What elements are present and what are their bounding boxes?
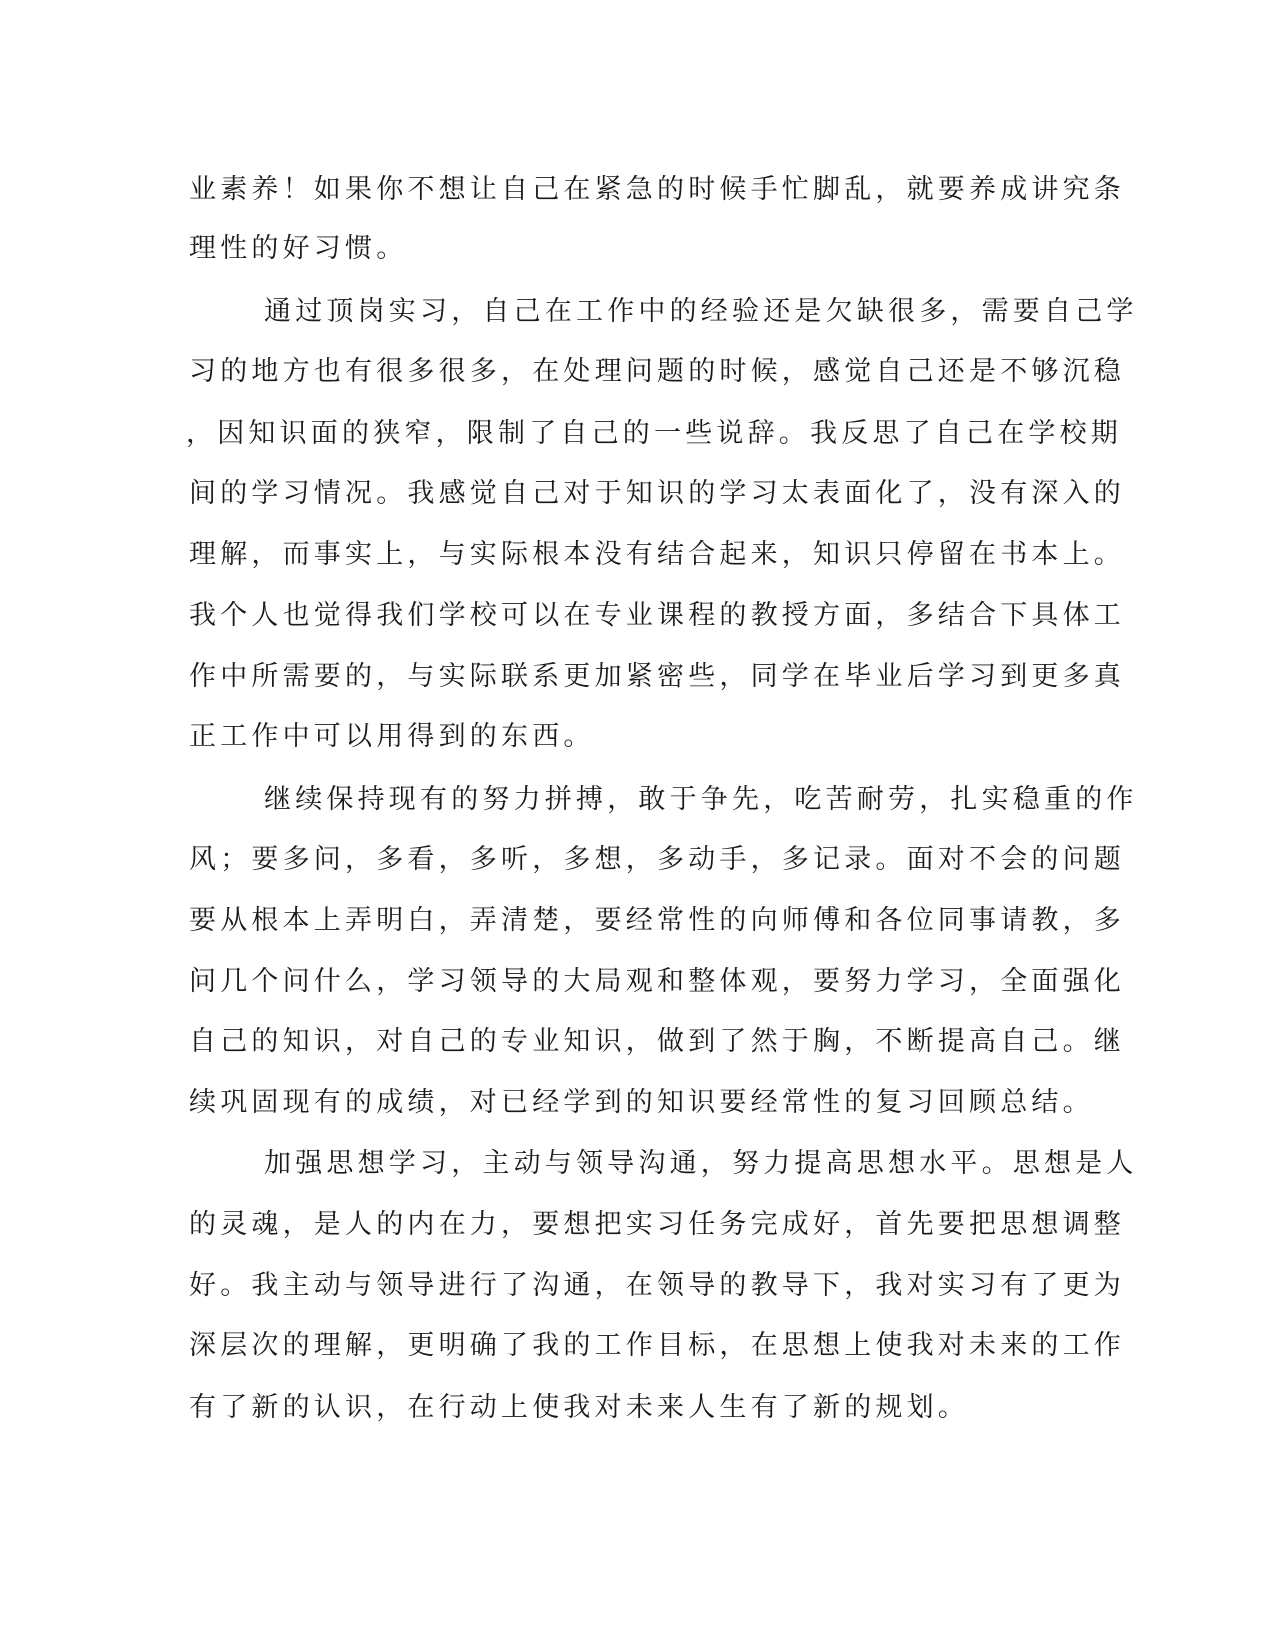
text-line: 继续保持现有的努力拼搏，敢于争先，吃苦耐劳，扎实稳重的作 (264, 784, 1138, 815)
text-line: 习的地方也有很多很多，在处理问题的时候，感觉自己还是不够沉稳 (189, 356, 1125, 387)
text-line: 续巩固现有的成绩，对已经学到的知识要经常性的复习回顾总结。 (189, 1087, 1094, 1118)
text-line: 有了新的认识，在行动上使我对未来人生有了新的规划。 (189, 1392, 969, 1423)
text-line: 作中所需要的，与实际联系更加紧密些，同学在毕业后学习到更多真 (189, 661, 1125, 692)
text-line: 通过顶岗实习，自己在工作中的经验还是欠缺很多，需要自己学 (264, 296, 1138, 327)
text-line: 深层次的理解，更明确了我的工作目标，在思想上使我对未来的工作 (189, 1330, 1125, 1361)
text-line: 理解，而事实上，与实际根本没有结合起来，知识只停留在书本上。 (189, 539, 1125, 570)
text-line: 问几个问什么，学习领导的大局观和整体观，要努力学习，全面强化 (189, 966, 1125, 997)
text-line: 风；要多问，多看，多听，多想，多动手，多记录。面对不会的问题 (189, 844, 1125, 875)
text-line: 自己的知识，对自己的专业知识，做到了然于胸，不断提高自己。继 (189, 1026, 1125, 1057)
text-line: 间的学习情况。我感觉自己对于知识的学习太表面化了，没有深入的 (189, 478, 1125, 509)
text-line: 的灵魂，是人的内在力，要想把实习任务完成好，首先要把思想调整 (189, 1209, 1125, 1240)
text-line: 我个人也觉得我们学校可以在专业课程的教授方面，多结合下具体工 (189, 600, 1125, 631)
text-line: 好。我主动与领导进行了沟通，在领导的教导下，我对实习有了更为 (189, 1270, 1125, 1301)
text-line: 理性的好习惯。 (189, 233, 408, 264)
text-line: 正工作中可以用得到的东西。 (189, 721, 595, 752)
text-line: ，因知识面的狭窄，限制了自己的一些说辞。我反思了自己在学校期 (186, 418, 1122, 449)
text-line: 业素养！如果你不想让自己在紧急的时候手忙脚乱，就要养成讲究条 (189, 174, 1125, 205)
text-line: 加强思想学习，主动与领导沟通，努力提高思想水平。思想是人 (264, 1148, 1138, 1179)
text-line: 要从根本上弄明白，弄清楚，要经常性的向师傅和各位同事请教，多 (189, 905, 1125, 936)
